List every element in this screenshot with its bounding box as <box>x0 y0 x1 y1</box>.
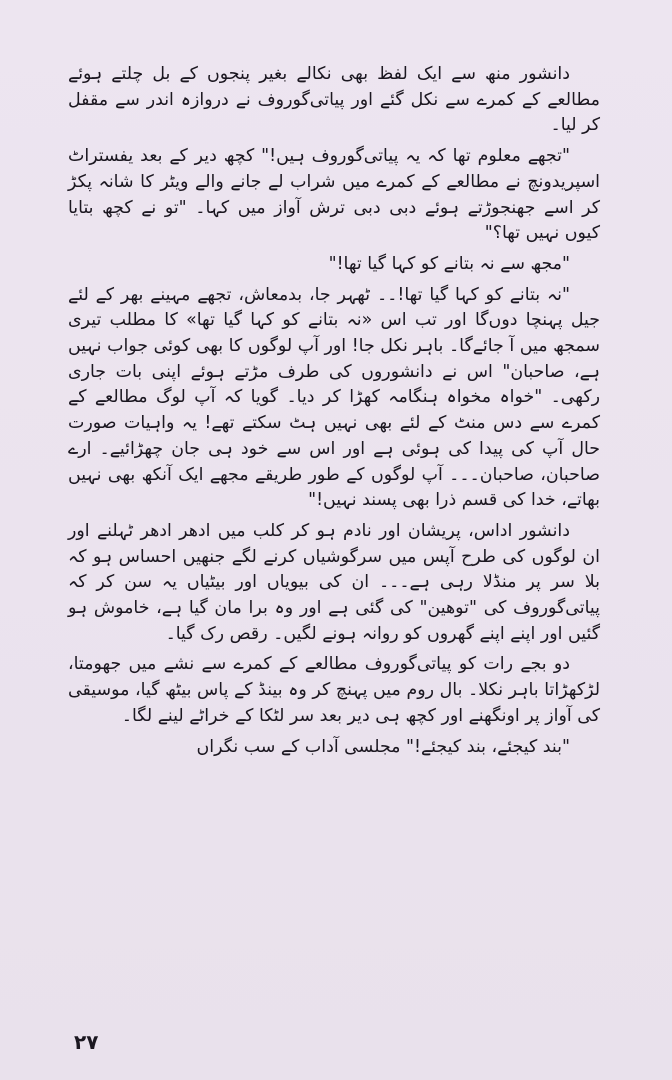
paragraph: دو بجے رات کو پیاتی‌گوروف مطالعے کے کمرے سے نشے میں جھومتا، لڑکھڑاتا باہر نکلا۔ بال روم میں پہنچ کر وہ بینڈ کے پاس بیٹھ گیا، موسیقی کی آواز پر اونگھنے اور کچھ ہی دیر بعد سر لٹکا کے خراٹے لینے لگا۔ <box>68 654 600 726</box>
paragraph: دانشور منھ سے ایک لفظ بھی نکالے بغیر پنجوں کے بل چلتے ہوئے مطالعے کے کمرے سے نکل گئے اور پیاتی‌گوروف نے دروازہ اندر سے مقفل کر لیا۔ <box>68 64 600 136</box>
paragraph: "بند کیجئے، بند کیجئے!" مجلسی آداب کے سب نگراں <box>196 736 570 757</box>
page-number: ۲۷ <box>74 1030 99 1054</box>
paragraph: دانشور اداس، پریشان اور نادم ہو کر کلب میں ادھر ادھر ٹہلنے اور ان لوگوں کی طرح آپس میں سرگوشیاں کرنے لگے جنھیں احساس ہو کہ بلا سر پر منڈلا رہی ہے۔۔۔ ان کی بیویاں اور بیٹیاں یہ سن کر کہ پیاتی‌گوروف کی "توھین" کی گئی ہے اور وہ برا مان گیا ہے، خاموش ہو گئیں اور اپنے اپنے گھروں کو روانہ ہونے لگیں۔ رقص رک گیا۔ <box>68 520 600 644</box>
paragraph: "تجھے معلوم تھا کہ یہ پیاتی‌گوروف ہیں!" کچھ دیر کے بعد یفستراٹ اسپریدونچ نے مطالعے کے کمرے میں شراب لے جانے والے ویٹر کا شانہ پکڑ کر اسے جھنجوڑتے ہوئے دبی دبی ترش آواز میں کہا۔ "تو نے کچھ بتایا کیوں نہیں تھا؟" <box>68 146 600 244</box>
paragraph: "نہ بتانے کو کہا گیا تھا!۔۔ ٹھہر جا، بدمعاش، تجھے مہینے بھر کے لئے جیل پہنچا دوں‌گا اور تب اس «نہ بتانے کو کہا گیا تھا» کا مطلب تیری سمجھ میں آ جائےگا۔ باہر نکل جا! اور آپ لوگوں کا بھی کوئی جواب نہیں ہے، صاحبان" اس نے دانشوروں کی طرف مڑتے ہوئے اپنی بات جاری رکھی۔ "خواہ مخواہ ہنگامہ کھڑا کر دیا۔ گویا کہ آپ لوگ مطالعے کے کمرے سے دس منٹ کے لئے بھی نہیں ہٹ سکتے تھے! یہ واہیات صورت حال آپ کی پیدا کی ہوئی ہے اور اس سے خود ہی جان چھڑائیے۔ ارے صاحبان، صاحبان۔۔۔ آپ لوگوں کے طور طریقے مجھے ایک آنکھ بھی نہیں بھاتے، خدا کی قسم ذرا بھی پسند نہیں!" <box>68 284 600 511</box>
paragraph: "مجھ سے نہ بتانے کو کہا گیا تھا!" <box>328 253 570 274</box>
body-text <box>68 62 600 760</box>
